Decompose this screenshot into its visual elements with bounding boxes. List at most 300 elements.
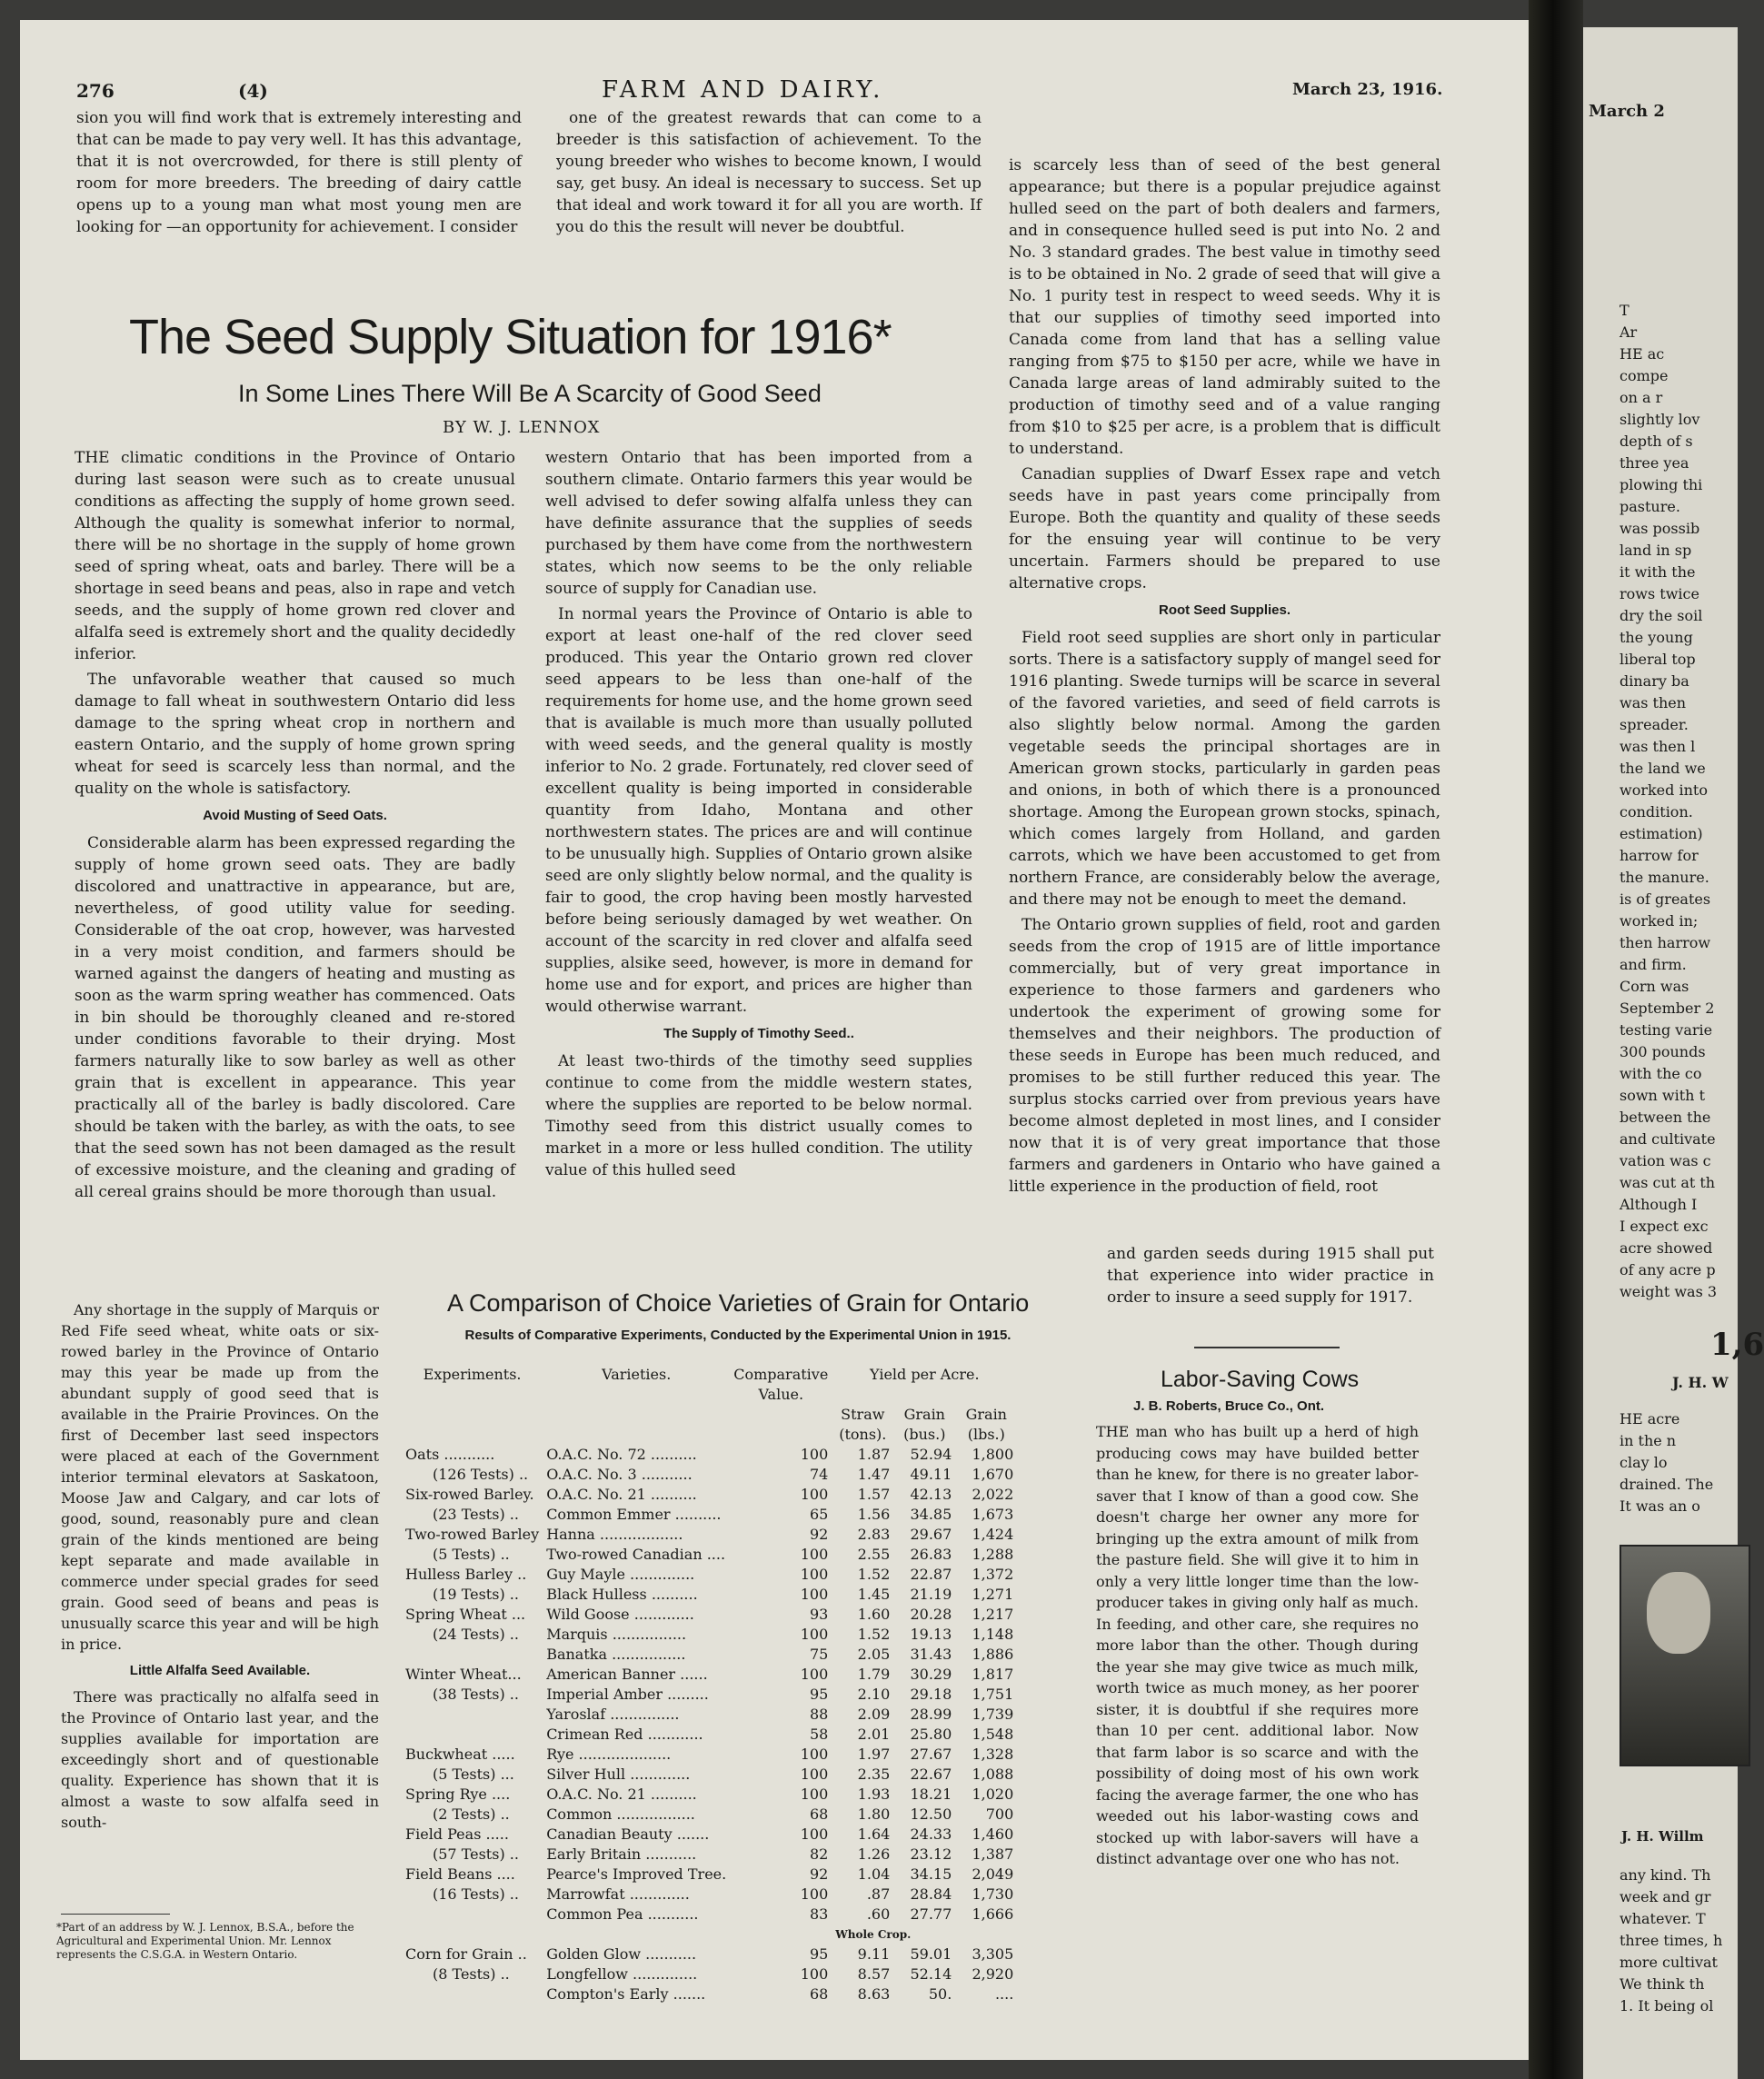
table-cell: Field Peas ..... xyxy=(405,1825,509,1843)
footnote-rule xyxy=(61,1914,170,1915)
table-cell: Two-rowed Barley xyxy=(405,1526,540,1543)
text-fragment: drained. The xyxy=(1619,1476,1714,1493)
table-cell: Spring Wheat ... xyxy=(405,1606,526,1623)
portrait-face xyxy=(1647,1572,1710,1654)
table-cell: 1,424 xyxy=(972,1526,1014,1543)
table-cell: 1,271 xyxy=(972,1586,1014,1603)
table-row xyxy=(402,1865,1017,1885)
text-fragment: in the n xyxy=(1619,1432,1677,1449)
text-fragment: September 2 xyxy=(1619,1000,1715,1017)
table-row xyxy=(402,1485,1017,1505)
text-fragment: and cultivate xyxy=(1619,1130,1716,1148)
table-cell: O.A.C. No. 21 .......... xyxy=(546,1786,697,1803)
table-row xyxy=(402,1745,1017,1765)
text-fragment: sown with t xyxy=(1619,1087,1705,1104)
table-cell: 82 xyxy=(809,1845,829,1863)
table-cell: (23 Tests) .. xyxy=(433,1506,519,1523)
text-fragment: more cultivat xyxy=(1619,1954,1718,1971)
table-cell: 95 xyxy=(809,1686,829,1703)
article-paragraph: At least two-thirds of the timothy seed supplies continue to come from the middle western states, where the supplies are reported to be below normal. Timothy seed from this district usually comes to market in a more or less hulled condition. The utility value of this hulled seed xyxy=(545,1052,972,1179)
table-cell: 1,886 xyxy=(972,1646,1014,1663)
text-fragment: worked into xyxy=(1619,781,1708,799)
table-cell: (24 Tests) .. xyxy=(433,1626,519,1643)
table-cell: Canadian Beauty ....... xyxy=(546,1825,710,1843)
table-cell: 30.29 xyxy=(910,1666,952,1683)
section-heading: Avoid Musting of Seed Oats. xyxy=(203,808,387,823)
text-fragment: 1. It being ol xyxy=(1619,1997,1714,2014)
table-row xyxy=(402,1765,1017,1785)
article-paragraph: Canadian supplies of Dwarf Essex rape and vetch seeds have in past years come principally from Europe. Both the quantity and quality of these seeds for the ensuing year will continue to be very uncertain. Farmers should be prepared to use alternative crops. xyxy=(1009,465,1440,592)
text-fragment: harrow for xyxy=(1619,847,1699,864)
text-fragment: any kind. Th xyxy=(1619,1866,1711,1884)
table-row xyxy=(402,1825,1017,1845)
table-cell: 100 xyxy=(800,1446,829,1463)
table-cell: 1,817 xyxy=(972,1666,1014,1683)
table-cell: Silver Hull ............. xyxy=(546,1766,691,1783)
text-fragment: was cut at th xyxy=(1619,1174,1716,1191)
header-grain-lbs: Grain (lbs.) xyxy=(965,1406,1007,1443)
table-cell: Field Beans .... xyxy=(405,1865,515,1883)
table-cell: 100 xyxy=(800,1766,829,1783)
table-cell: 75 xyxy=(809,1646,829,1663)
table-cell: Wild Goose ............. xyxy=(546,1606,694,1623)
table-cell: 3,305 xyxy=(972,1945,1014,1963)
table-cell: 1.52 xyxy=(857,1566,891,1583)
table-cell: Longfellow .............. xyxy=(546,1965,698,1983)
table-cell: 2.35 xyxy=(857,1766,891,1783)
table-row xyxy=(402,1445,1017,1465)
text-fragment: was then l xyxy=(1619,738,1696,755)
table-subheader-row xyxy=(402,1405,1017,1445)
text-fragment: Corn was xyxy=(1619,978,1689,995)
table-cell: 29.67 xyxy=(910,1526,952,1543)
table-cell: 1.64 xyxy=(857,1825,891,1843)
text-fragment: of any acre p xyxy=(1619,1261,1716,1278)
table-row xyxy=(402,1945,1017,1965)
table-row xyxy=(402,1805,1017,1825)
table-cell: Six-rowed Barley. xyxy=(405,1486,534,1503)
header-varieties: Varieties. xyxy=(602,1366,672,1383)
table-row xyxy=(402,1845,1017,1865)
header-grain-bus: Grain (bus.) xyxy=(903,1406,946,1443)
text-fragment: between the xyxy=(1619,1109,1711,1126)
article-paragraph: Any shortage in the supply of Marquis or Red Fife seed wheat, white oats or six-rowed barley in the Province of Ontario may this year be made up from the abundant supply of good seed that is available in the Prairie Provinces. On the first of December last seed inspectors were placed at each of the Government interior terminal elevators at Saskatoon, Moose Jaw and Calgary, and car lots of good, sound, reasonably pure and clean grain of the kinds mentioned are being kept separate and made available in commerce under special grades for seed grain. Good seed of beans and peas is unusually scarce this year and will be high in price. xyxy=(61,1301,379,1653)
table-cell: 100 xyxy=(800,1586,829,1603)
table-cell: 49.11 xyxy=(910,1466,952,1483)
table-cell: 1,372 xyxy=(972,1566,1014,1583)
text-fragment: condition. xyxy=(1619,803,1693,821)
table-cell: 52.14 xyxy=(910,1965,952,1983)
text-fragment: clay lo xyxy=(1619,1454,1668,1471)
table-cell xyxy=(402,1705,543,1725)
table-cell: 59.01 xyxy=(910,1945,952,1963)
table-cell: (38 Tests) .. xyxy=(433,1686,519,1703)
text-fragment: weight was 3 xyxy=(1619,1283,1718,1300)
text-fragment: testing varie xyxy=(1619,1021,1713,1039)
table-row xyxy=(402,1505,1017,1525)
table-cell: 1,217 xyxy=(972,1606,1014,1623)
table-row xyxy=(402,1585,1017,1605)
table-row xyxy=(402,1705,1017,1725)
article-paragraph: There was practically no alfalfa seed in the Province of Ontario last year, and the supplies available for importation are exceedingly short and of questionable quality. Experience has shown that it is almost a waste to sow alfalfa seed in south- xyxy=(61,1688,379,1831)
text-fragment: T xyxy=(1619,302,1629,319)
text-fragment: We think th xyxy=(1619,1975,1705,1993)
table-cell: 1.04 xyxy=(857,1865,891,1883)
text-fragment: is of greates xyxy=(1619,890,1711,908)
table-row xyxy=(402,1965,1017,1984)
text-fragment: worked in; xyxy=(1619,912,1699,930)
table-row xyxy=(402,1725,1017,1745)
text-fragment: I expect exc xyxy=(1619,1218,1709,1235)
text-fragment: with the co xyxy=(1619,1065,1702,1082)
table-cell: 88 xyxy=(809,1706,829,1723)
table-cell: Pearce's Improved Tree. xyxy=(546,1865,727,1883)
comparison-title: A Comparison of Choice Varieties of Grain for Ontario xyxy=(447,1289,1030,1317)
table-cell: 1,666 xyxy=(972,1905,1014,1923)
article-column-3-end xyxy=(1107,1243,1434,1312)
table-cell: 42.13 xyxy=(910,1486,952,1503)
table-row xyxy=(402,1565,1017,1585)
table-header-row xyxy=(402,1365,1017,1405)
text-fragment: compe xyxy=(1619,367,1669,384)
comparison-subtitle: Results of Comparative Experiments, Conducted by the Experimental Union in 1915. xyxy=(464,1328,1012,1343)
table-cell: (57 Tests) .. xyxy=(433,1845,519,1863)
table-cell xyxy=(402,1725,543,1745)
table-cell: 1.93 xyxy=(857,1786,891,1803)
table-cell: 20.28 xyxy=(910,1606,952,1623)
text-fragment: 300 pounds xyxy=(1619,1043,1706,1060)
table-cell: 100 xyxy=(800,1666,829,1683)
table-cell: (126 Tests) .. xyxy=(433,1466,529,1483)
text-fragment: was then xyxy=(1619,694,1687,711)
text-fragment: dry the soil xyxy=(1619,607,1703,624)
table-row xyxy=(402,1905,1017,1925)
table-cell: 21.19 xyxy=(910,1586,952,1603)
cows-article-byline: J. B. Roberts, Bruce Co., Ont. xyxy=(1133,1398,1325,1414)
text-fragment: Although I xyxy=(1619,1196,1698,1213)
table-cell: 1.87 xyxy=(857,1446,891,1463)
table-cell: 22.87 xyxy=(910,1566,952,1583)
text-fragment: plowing thi xyxy=(1619,476,1703,493)
table-cell: (16 Tests) .. xyxy=(433,1885,519,1903)
facing-page-column xyxy=(1619,300,1747,1303)
table-cell: Rye .................... xyxy=(546,1746,672,1763)
table-cell xyxy=(402,1645,543,1665)
table-cell: (19 Tests) .. xyxy=(433,1586,519,1603)
photo-caption: J. H. Willm xyxy=(1621,1828,1704,1845)
table-cell: American Banner ...... xyxy=(546,1666,708,1683)
table-cell: Winter Wheat... xyxy=(405,1666,522,1683)
table-cell: 1,387 xyxy=(972,1845,1014,1863)
table-row xyxy=(402,1885,1017,1905)
table-cell: 1,288 xyxy=(972,1546,1014,1563)
table-cell: 1,328 xyxy=(972,1746,1014,1763)
table-cell: Imperial Amber ......... xyxy=(546,1686,709,1703)
table-cell: Crimean Red ............ xyxy=(546,1726,703,1743)
table-cell: 83 xyxy=(809,1905,829,1923)
text-fragment: HE acre xyxy=(1619,1410,1680,1427)
table-cell: 68 xyxy=(809,1985,829,2003)
article-column-2 xyxy=(545,447,972,1185)
intro-paragraph-2: one of the greatest rewards that can come to a breeder is this satisfaction of achievement. To the young breeder who wishes to become known, I would say, get busy. An ideal is necessary to success. Set up that ideal and work toward it for all you are worth. If you do this the result will never be doubtful. xyxy=(556,109,982,236)
table-cell: 100 xyxy=(800,1486,829,1503)
cows-article-text: THE man who has built up a herd of high producing cows may have builded better than he knew, for there is no greater labor-saver that I know of than a good cow. She doesn't charge her owner any more for bringing up the extra amount of milk from the pasture field. She will give it to him in only a very little longer time than the low-producer takes in giving only half as much. In feeding, and other care, she requires no more labor than the other. Though during the year she may give twice as much milk, worth twice as much money, as her poorer sister, it is doubtful if she requires more than 10 per cent. additional labor. Now that farm labor is so scarce and with the possibility of doing most of his own work facing the average farmer, the one who has weeded out his labor-wasting cows and stocked up with labor-savers will have a distinct advantage over one who has not. xyxy=(1096,1423,1419,1867)
article-column-1-lower xyxy=(61,1299,379,1836)
table-cell: 1,673 xyxy=(972,1506,1014,1523)
facing-page-column-2 xyxy=(1619,1408,1747,1517)
text-fragment: week and gr xyxy=(1619,1888,1711,1905)
text-fragment: liberal top xyxy=(1619,651,1696,668)
table-cell: 1,800 xyxy=(972,1446,1014,1463)
table-cell: 52.94 xyxy=(910,1446,952,1463)
table-cell: 1.57 xyxy=(857,1486,891,1503)
publication-name: FARM AND DAIRY. xyxy=(602,76,884,104)
text-fragment: pasture. xyxy=(1619,498,1680,515)
table-cell: 100 xyxy=(800,1786,829,1803)
table-row xyxy=(402,1465,1017,1485)
table-cell: .... xyxy=(994,1985,1014,2003)
table-cell: 700 xyxy=(985,1805,1014,1823)
table-cell: 28.84 xyxy=(910,1885,952,1903)
facing-page-heading: 1,6 xyxy=(1710,1327,1764,1363)
table-cell: Common Pea ........... xyxy=(546,1905,699,1923)
article-paragraph: is scarcely less than of seed of the best general appearance; but there is a popular prejudice against hulled seed on the part of both dealers and farmers, and in consequence hulled seed is put into No. 2 and No. 3 standard grades. The best value in timothy seed is to be obtained in No. 2 grade of seed that will give a No. 1 purity test in respect to weed seeds. Why it is that our supplies of timothy seed imported into Canada come from land that has a selling value ranging from $75 to $150 per acre, while we have in Canada large areas of land admirably suited to the production of timothy seed and of a value ranging from $10 to $25 per acre, is a problem that is difficult to understand. xyxy=(1009,156,1440,458)
table-cell: 100 xyxy=(800,1746,829,1763)
article-column-1 xyxy=(75,447,515,1207)
section-heading: The Supply of Timothy Seed.. xyxy=(663,1026,854,1041)
table-cell: 31.43 xyxy=(910,1646,952,1663)
text-fragment: land in sp xyxy=(1619,542,1692,559)
section-heading: Root Seed Supplies. xyxy=(1158,602,1291,618)
article-paragraph: western Ontario that has been imported from a southern climate. Ontario farmers this year would be well advised to defer sowing alfalfa unless they can have definite assurance that the supplies of seeds purchased by them have come from the northwestern states, which now seems to be the only reliable source of supply for Canadian use. xyxy=(545,449,972,598)
table-cell: 1.26 xyxy=(857,1845,891,1863)
header-yield-per-acre: Yield per Acre. xyxy=(870,1366,980,1383)
table-cell: Buckwheat ..... xyxy=(405,1746,515,1763)
table-cell: 8.57 xyxy=(857,1965,891,1983)
table-cell: 1.79 xyxy=(857,1666,891,1683)
text-fragment: estimation) xyxy=(1619,825,1703,842)
table-cell: (8 Tests) .. xyxy=(433,1965,510,1983)
table-cell: 95 xyxy=(809,1945,829,1963)
table-row xyxy=(402,1785,1017,1805)
section-divider xyxy=(1194,1347,1340,1348)
table-cell: 2.05 xyxy=(857,1646,891,1663)
table-cell: 1,751 xyxy=(972,1686,1014,1703)
table-cell: (5 Tests) ... xyxy=(433,1766,514,1783)
table-cell: 1,460 xyxy=(972,1825,1014,1843)
table-cell: Hulless Barley .. xyxy=(405,1566,527,1583)
table-row xyxy=(402,1665,1017,1685)
intro-column-1 xyxy=(76,107,522,242)
table-cell: Golden Glow ........... xyxy=(546,1945,697,1963)
page-gutter xyxy=(1529,0,1583,2079)
table-cell: .60 xyxy=(866,1905,891,1923)
table-cell: 65 xyxy=(809,1506,829,1523)
table-cell: 2.83 xyxy=(857,1526,891,1543)
table-cell: (2 Tests) .. xyxy=(433,1805,510,1823)
article-paragraph: The unfavorable weather that caused so much damage to fall wheat in southwestern Ontario did less damage to the spring wheat crop in northern and eastern Ontario, and the supply of home grown spring wheat for seed is scarcely less than normal, and the quality on the whole is satisfactory. xyxy=(75,671,515,798)
table-cell: 19.13 xyxy=(910,1626,952,1643)
article-paragraph: Considerable alarm has been expressed regarding the supply of home grown seed oats. They are badly discolored and unattractive in appearance, but are, nevertheless, of good utility value for seeding. Considerable of the oat crop, however, was harvested in a very moist condition, and farmers should be warned against the dangers of heating and musting as soon as the warm spring weather has commenced. Oats in bin should be thoroughly cleaned and re-stored under conditions favorable to their drying. Most farmers naturally like to sow barley as well as other grain that is excellent in appearance. This year practically all of the barley is badly discolored. Care should be taken with the barley, as with the oats, to see that the seed sown has not been damaged as the result of excessive moisture, and the cleaning and grading of all cereal grains should be more thorough than usual. xyxy=(75,834,515,1201)
table-cell: 34.85 xyxy=(910,1506,952,1523)
whole-crop-label: Whole Crop. xyxy=(835,1928,912,1941)
article-paragraph: and garden seeds during 1915 shall put that experience into wider practice in order to insure a seed supply for 1917. xyxy=(1107,1245,1434,1307)
article-paragraph: In normal years the Province of Ontario is able to export at least one-half of the red clover seed produced. This year the Ontario grown red clover seed appears to be less than one-half of the requirements for home use, and the home grown seed that is available is much more than usually polluted with weed seeds, and the general quality is mostly inferior to No. 2 grade. Fortunately, red clover seed of excellent quality is being imported in considerable quantity from Idaho, Montana and other northwestern states. The prices are and will continue to be unusually high. Supplies of Ontario grown alsike seed are only slightly below normal, and the quality is fair to good, the crop having been mostly harvested before being seriously damaged by wet weather. On account of the scarcity in red clover and alfalfa seed supplies, alsike seed, however, is more in demand for home use and for export, and prices are higher than would otherwise warrant. xyxy=(545,605,972,1016)
table-cell: 1,548 xyxy=(972,1726,1014,1743)
table-cell: 100 xyxy=(800,1546,829,1563)
table-row xyxy=(402,1645,1017,1665)
table-cell: Yaroslaf ............... xyxy=(546,1706,680,1723)
table-cell: 9.11 xyxy=(857,1945,891,1963)
table-cell: 100 xyxy=(800,1626,829,1643)
table-cell: 27.77 xyxy=(910,1905,952,1923)
table-cell: 1,670 xyxy=(972,1466,1014,1483)
table-cell: 100 xyxy=(800,1825,829,1843)
table-cell: 2,022 xyxy=(972,1486,1014,1503)
table-cell: 1.45 xyxy=(857,1586,891,1603)
table-cell: 2,920 xyxy=(972,1965,1014,1983)
text-fragment: three times, h xyxy=(1619,1932,1723,1949)
text-fragment: slightly lov xyxy=(1619,411,1700,428)
grain-table-body xyxy=(402,1445,1017,2004)
table-row xyxy=(402,1625,1017,1645)
text-fragment: acre showed xyxy=(1619,1239,1713,1257)
table-row xyxy=(402,1984,1017,2004)
page-number: 276 xyxy=(76,80,115,102)
table-cell: Oats ........... xyxy=(405,1446,495,1463)
table-cell: 1,088 xyxy=(972,1766,1014,1783)
table-cell: 100 xyxy=(800,1965,829,1983)
table-cell: 23.12 xyxy=(910,1845,952,1863)
table-cell: Marrowfat ............. xyxy=(546,1885,690,1903)
whole-crop-row xyxy=(402,1925,1017,1945)
table-cell: 50. xyxy=(928,1985,952,2003)
table-cell: 1,739 xyxy=(972,1706,1014,1723)
table-cell: 1.52 xyxy=(857,1626,891,1643)
table-cell: Common ................. xyxy=(546,1805,695,1823)
table-row xyxy=(402,1685,1017,1705)
text-fragment: the young xyxy=(1619,629,1693,646)
table-cell: 1.60 xyxy=(857,1606,891,1623)
table-cell xyxy=(402,1905,543,1925)
footnote: *Part of an address by W. J. Lennox, B.S.A., before the Agricultural and Experimental Union. Mr. Lennox represents the C.S.G.A. in Western Ontario. xyxy=(56,1921,354,1961)
table-cell: Guy Mayle .............. xyxy=(546,1566,695,1583)
facing-page xyxy=(1583,27,1764,2079)
table-cell: 68 xyxy=(809,1805,829,1823)
table-cell: 92 xyxy=(809,1865,829,1883)
text-fragment: the manure. xyxy=(1619,869,1709,886)
text-fragment: was possib xyxy=(1619,520,1700,537)
table-cell: O.A.C. No. 72 .......... xyxy=(546,1446,697,1463)
table-cell: O.A.C. No. 3 ........... xyxy=(546,1466,693,1483)
issue-date: March 23, 1916. xyxy=(1292,80,1443,99)
table-cell: 27.67 xyxy=(910,1746,952,1763)
grain-comparison-table xyxy=(402,1365,1017,2004)
table-cell: 92 xyxy=(809,1526,829,1543)
article-paragraph: Field root seed supplies are short only in particular sorts. There is a satisfactory supply of mangel seed for 1916 planting. Swede turnips will be scarce in several of the favored varieties, and seed of field carrots is also slightly below normal. Among the garden vegetable seeds the principal shortages are in American grown stocks, particularly in garden peas and onions, in both of which there is a pronounced shortage. Among the European grown stocks, spinach, which comes largely from Holland, and garden carrots, which we have been accustomed to get from northern France, are considerably below the average, and there may not be enough to meet the demand. xyxy=(1009,629,1440,909)
table-cell: Early Britain ........... xyxy=(546,1845,697,1863)
facing-page-byline: J. H. W xyxy=(1672,1374,1729,1391)
table-cell: Common Emmer .......... xyxy=(546,1506,722,1523)
text-fragment: dinary ba xyxy=(1619,672,1689,690)
article-byline: BY W. J. LENNOX xyxy=(443,418,601,437)
table-cell: 8.63 xyxy=(857,1985,891,2003)
table-cell: 74 xyxy=(809,1466,829,1483)
table-cell: Hanna .................. xyxy=(546,1526,683,1543)
text-fragment: It was an o xyxy=(1619,1497,1700,1515)
text-fragment: then harrow xyxy=(1619,934,1711,951)
table-cell xyxy=(402,1984,543,2004)
section-heading: Little Alfalfa Seed Available. xyxy=(129,1663,311,1678)
table-cell: 2.10 xyxy=(857,1686,891,1703)
table-cell: 1.80 xyxy=(857,1805,891,1823)
table-row xyxy=(402,1605,1017,1625)
text-fragment: vation was c xyxy=(1619,1152,1711,1169)
intro-paragraph-1: sion you will find work that is extremely interesting and that can be made to pay very well. It has this advantage, that it is not overcrowded, for there is still plenty of room for more breeders. The breeding of dairy cattle opens up to a young man what most young men are looking for —an opportunity for achievement. I consider xyxy=(76,109,522,236)
table-cell: (5 Tests) .. xyxy=(433,1546,510,1563)
text-fragment: it with the xyxy=(1619,563,1696,581)
table-cell: 34.15 xyxy=(910,1865,952,1883)
header-comparative-value: Comparative Value. xyxy=(733,1366,829,1403)
table-cell: Two-rowed Canadian .... xyxy=(546,1546,726,1563)
table-cell: 29.18 xyxy=(910,1686,952,1703)
table-cell: 28.99 xyxy=(910,1706,952,1723)
text-fragment: the land we xyxy=(1619,760,1706,777)
section-marker: (4) xyxy=(238,80,268,102)
table-cell: 58 xyxy=(809,1726,829,1743)
text-fragment: three yea xyxy=(1619,454,1689,472)
table-cell: O.A.C. No. 21 .......... xyxy=(546,1486,697,1503)
article-subtitle: In Some Lines There Will Be A Scarcity of Good Seed xyxy=(238,380,822,407)
table-cell: 1,020 xyxy=(972,1786,1014,1803)
table-cell: 12.50 xyxy=(910,1805,952,1823)
table-cell: Black Hulless .......... xyxy=(546,1586,698,1603)
table-cell: 2.01 xyxy=(857,1726,891,1743)
text-fragment: and firm. xyxy=(1619,956,1687,973)
cows-article-title: Labor-Saving Cows xyxy=(1161,1367,1360,1392)
table-cell: 2.09 xyxy=(857,1706,891,1723)
table-cell: 1.47 xyxy=(857,1466,891,1483)
text-fragment: on a r xyxy=(1619,389,1663,406)
table-row xyxy=(402,1525,1017,1545)
table-cell: 26.83 xyxy=(910,1546,952,1563)
table-cell: 1.97 xyxy=(857,1746,891,1763)
header-straw: Straw (tons). xyxy=(839,1406,887,1443)
table-cell: .87 xyxy=(866,1885,891,1903)
table-cell: 18.21 xyxy=(910,1786,952,1803)
cows-article-column xyxy=(1096,1421,1419,1874)
newspaper-page xyxy=(20,20,1529,2060)
table-cell: 93 xyxy=(809,1606,829,1623)
facing-page-header: March 2 xyxy=(1589,102,1665,121)
table-cell: 100 xyxy=(800,1885,829,1903)
table-cell: 24.33 xyxy=(910,1825,952,1843)
table-cell: Marquis ................ xyxy=(546,1626,687,1643)
article-title: The Seed Supply Situation for 1916* xyxy=(129,310,892,364)
intro-column-2 xyxy=(556,107,982,242)
table-cell: 2,049 xyxy=(972,1865,1014,1883)
table-cell: 1,730 xyxy=(972,1885,1014,1903)
article-paragraph: The Ontario grown supplies of field, root and garden seeds from the crop of 1915 are of little importance commercially, but of very great importance in experience to those farmers and gardeners who undertook the experiment of growing some for themselves and their neighbors. The production of these seeds in Europe has been much reduced, and promises to be still further reduced this year. The surplus stocks carried over from previous years have become almost depleted in most lines, and I consider now that it is of very great importance that those farmers and gardeners in Ontario who have gained a little experience in the production of field, root xyxy=(1009,916,1440,1196)
table-row xyxy=(402,1545,1017,1565)
table-cell: 2.55 xyxy=(857,1546,891,1563)
table-cell: Corn for Grain .. xyxy=(405,1945,527,1963)
text-fragment: whatever. T xyxy=(1619,1910,1706,1927)
header-experiments: Experiments. xyxy=(423,1366,522,1383)
table-cell: 1,148 xyxy=(972,1626,1014,1643)
article-column-3 xyxy=(1009,154,1440,1201)
table-cell: Compton's Early ....... xyxy=(546,1985,706,2003)
